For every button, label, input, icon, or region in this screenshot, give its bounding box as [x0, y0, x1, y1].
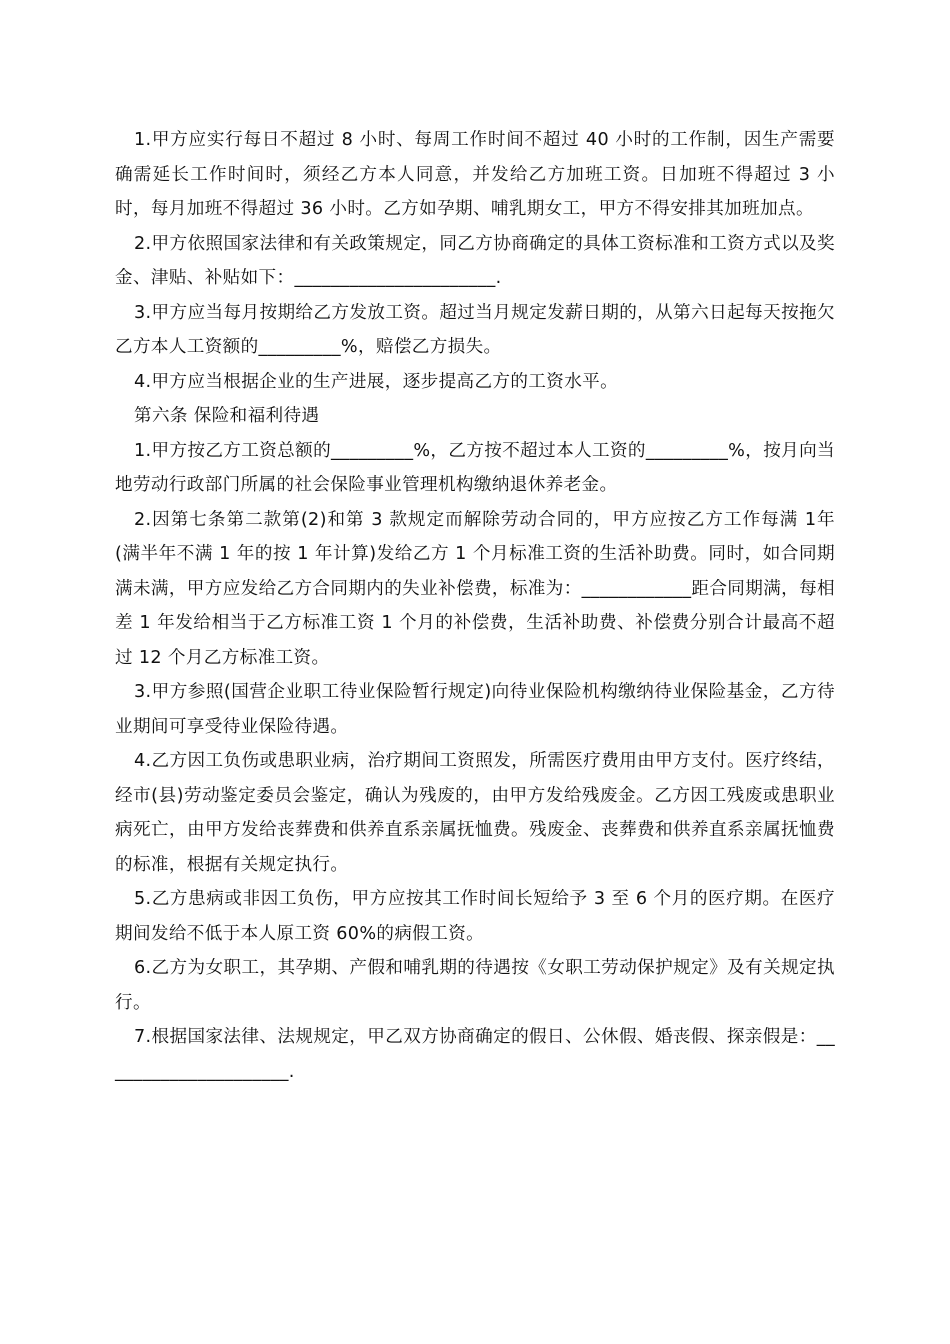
clause-paragraph: 4.甲方应当根据企业的生产进展，逐步提高乙方的工资水平。: [134, 371, 619, 392]
clause-paragraph: 2.因第七条第二款第(2)和第 3 款规定而解除劳动合同的，甲方应按乙方工作每满 1年(满半年不满 1 年的按 1 年计算)发给乙方 1 个月标准工资的生活补助费。同时，如合同期满未满，甲方应发给乙方合同期内的失业补偿费，标准为：____________距合同期满，每相差 1 年发给相当于乙方标准工资 1 个月的补偿费，生活补助费、补偿费分别合计最高不超过 12 个月乙方标准工资。: [115, 509, 835, 668]
clause-paragraph: 5.乙方患病或非因工负伤，甲方应按其工作时间长短给予 3 至 6 个月的医疗期。在医疗期间发给不低于本人原工资 60%的病假工资。: [115, 889, 835, 944]
clause-paragraph: 1.甲方应实行每日不超过 8 小时、每周工作时间不超过 40 小时的工作制，因生产需要确需延长工作时间时，须经乙方本人同意，并发给乙方加班工资。日加班不得超过 3 小时，每月加班不得超过 36 小时。乙方如孕期、哺乳期女工，甲方不得安排其加班加点。: [115, 130, 835, 219]
document-body: [115, 123, 835, 1089]
clause-paragraph: 4.乙方因工负伤或患职业病，治疗期间工资照发，所需医疗费用由甲方支付。医疗终结，经市(县)劳动鉴定委员会鉴定，确认为残废的，由甲方发给残废金。乙方因工残废或患职业病死亡，由甲方发给丧葬费和供养直系亲属抚恤费。残废金、丧葬费和供养直系亲属抚恤费的标准，根据有关规定执行。: [115, 751, 835, 875]
section-heading: 第六条 保险和福利待遇: [134, 406, 320, 426]
clause-paragraph: 1.甲方按乙方工资总额的_________%，乙方按不超过本人工资的_________%，按月向当地劳动行政部门所属的社会保险事业管理机构缴纳退休养老金。: [115, 440, 835, 495]
clause-paragraph: 3.甲方参照(国营企业职工待业保险暂行规定)向待业保险机构缴纳待业保险基金，乙方待业期间可享受待业保险待遇。: [115, 682, 835, 737]
clause-paragraph: 6.乙方为女职工，其孕期、产假和哺乳期的待遇按《女职工劳动保护规定》及有关规定执行。: [115, 958, 835, 1013]
clause-paragraph: 2.甲方依照国家法律和有关政策规定，同乙方协商确定的具体工资标准和工资方式以及奖金、津贴、补贴如下：______________________.: [115, 233, 835, 288]
clause-paragraph: 7.根据国家法律、法规规定，甲乙双方协商确定的假日、公休假、婚丧假、探亲假是：_____________________.: [115, 1027, 835, 1082]
clause-paragraph: 3.甲方应当每月按期给乙方发放工资。超过当月规定发薪日期的，从第六日起每天按拖欠乙方本人工资额的_________%，赔偿乙方损失。: [115, 302, 835, 357]
